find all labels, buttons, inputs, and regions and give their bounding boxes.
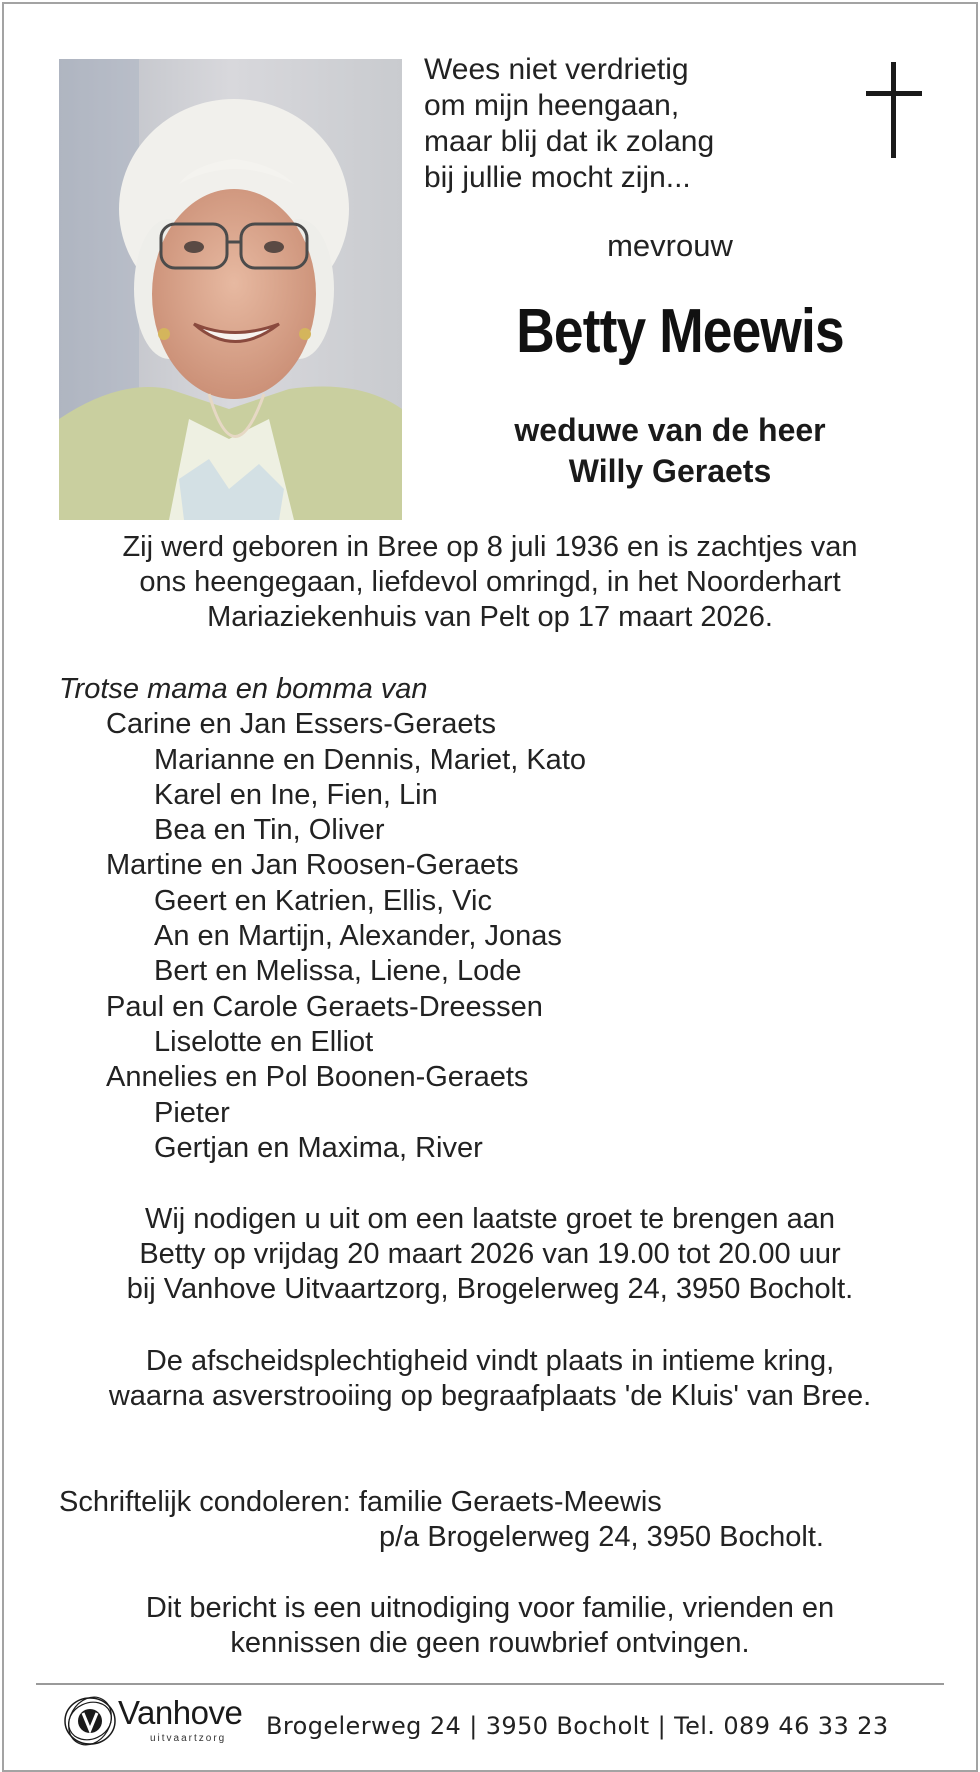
ceremony-info: [60, 1344, 920, 1414]
family-member: Martine en Jan Roosen-Geraets: [106, 849, 519, 882]
visitation-line: Wij nodigen u uit om een laatste groet te brengen aan: [144, 1203, 835, 1235]
family-member: Liselotte en Elliot: [154, 1025, 374, 1058]
poem-text: [424, 52, 764, 196]
family-member: Karel en Ine, Fien, Lin: [154, 778, 438, 811]
visitation-line: bij Vanhove Uitvaartzorg, Brogelerweg 24, 3950 Bocholt.: [126, 1273, 854, 1305]
logo-name: Vanhove: [118, 1694, 243, 1731]
bio-line: Mariaziekenhuis van Pelt op 17 maart 2026.: [207, 601, 773, 633]
family-member: An en Martijn, Alexander, Jonas: [154, 920, 562, 953]
condolence-line: p/a Brogelerweg 24, 3950 Bocholt.: [379, 1521, 824, 1553]
poem-line: Wees niet verdrietig: [424, 53, 689, 86]
family-member: Marianne en Dennis, Mariet, Kato: [154, 743, 586, 776]
condolence-address: [59, 1485, 879, 1555]
family-member: Pieter: [154, 1096, 230, 1129]
bio-line: Zij werd geboren in Bree op 8 juli 1936 en is zachtjes van: [122, 531, 858, 563]
portrait-photo: [59, 59, 402, 520]
family-member: Carine en Jan Essers-Geraets: [106, 708, 497, 741]
poem-line: om mijn heengaan,: [424, 89, 680, 122]
family-heading: Trotse mama en bomma van: [59, 673, 428, 705]
family-member: Bert en Melissa, Liene, Lode: [154, 955, 522, 988]
deceased-name: Betty Meewis: [516, 297, 844, 366]
family-member: Bea en Tin, Oliver: [154, 814, 385, 847]
logo-subtitle: uitvaartzorg: [150, 1733, 227, 1744]
visitation-info: [60, 1202, 920, 1307]
family-member: Geert en Katrien, Ellis, Vic: [154, 884, 492, 917]
invitation-note: [60, 1591, 920, 1661]
poem-line: maar blij dat ik zolang: [424, 125, 715, 158]
bio-line: ons heengegaan, liefdevol omringd, in het Noorderhart: [139, 566, 841, 598]
family-member: Annelies en Pol Boonen-Geraets: [106, 1061, 529, 1094]
condolence-line: Schriftelijk condoleren: familie Geraets-Meewis: [59, 1486, 662, 1518]
family-member: Paul en Carole Geraets-Dreessen: [106, 990, 543, 1023]
footer-divider: [36, 1683, 944, 1685]
invitation-line: Dit bericht is een uitnodiging voor familie, vrienden en: [145, 1592, 835, 1624]
vanhove-logo-icon: [62, 1694, 120, 1748]
cross-icon: [866, 62, 922, 158]
widow-line: Willy Geraets: [568, 453, 772, 489]
biography: [60, 530, 920, 635]
visitation-line: Betty op vrijdag 20 maart 2026 van 19.00 tot 20.00 uur: [139, 1238, 841, 1270]
footer-contact: Brogelerweg 24 | 3950 Bocholt | Tel. 089 46 33 23: [266, 1712, 889, 1740]
family-member: Gertjan en Maxima, River: [154, 1131, 483, 1164]
ceremony-line: waarna asverstrooiing op begraafplaats 'de Kluis' van Bree.: [108, 1380, 872, 1412]
widow-line: weduwe van de heer: [514, 412, 826, 448]
ceremony-line: De afscheidsplechtigheid vindt plaats in intieme kring,: [145, 1345, 835, 1377]
widow-of: [450, 410, 890, 492]
invitation-line: kennissen die geen rouwbrief ontvingen.: [230, 1627, 750, 1659]
family-list: [59, 672, 859, 1166]
poem-line: bij jullie mocht zijn...: [424, 161, 691, 194]
honorific: mevrouw: [607, 228, 733, 263]
